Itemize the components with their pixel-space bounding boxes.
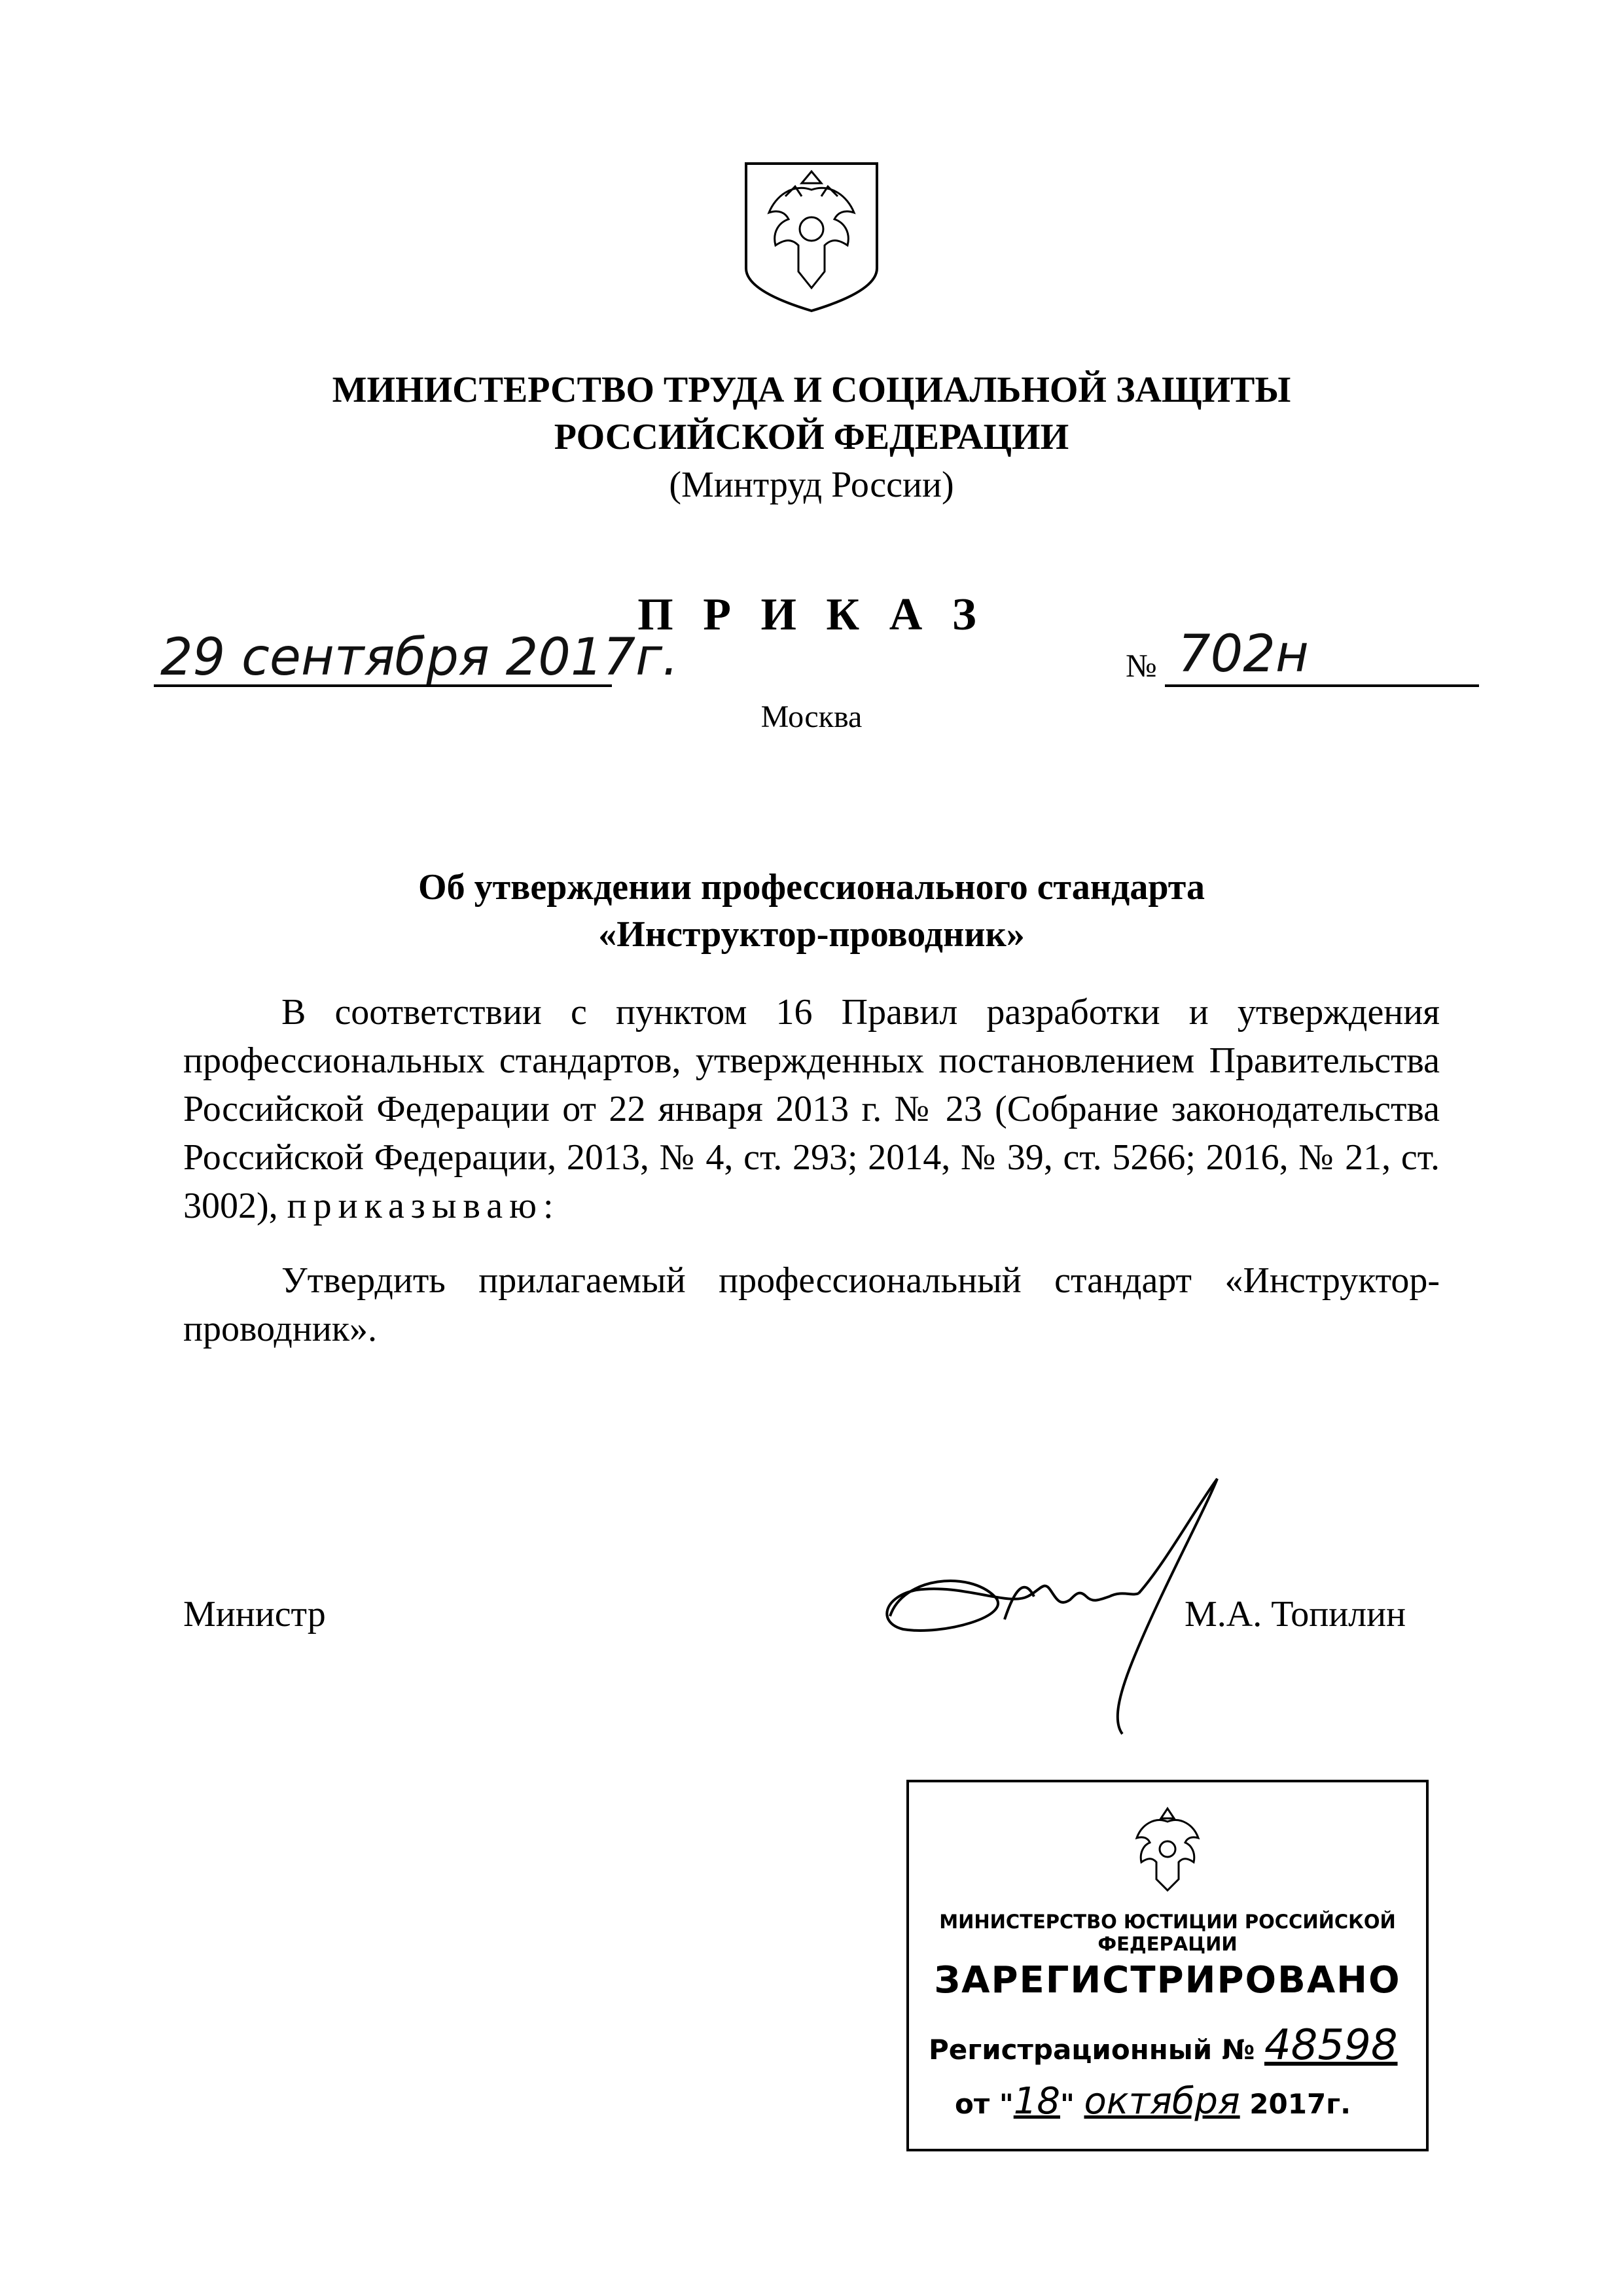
stamp-ministry: МИНИСТЕРСТВО ЮСТИЦИИ РОССИЙСКОЙ ФЕДЕРАЦИИ	[939, 1911, 1396, 1955]
ministry-line-1: МИНИСТЕРСТВО ТРУДА И СОЦИАЛЬНОЙ ЗАЩИТЫ	[332, 370, 1291, 410]
stamp-date-row	[955, 2080, 1413, 2123]
stamp-date-month: октября	[1084, 2080, 1240, 2123]
body-paragraph-2: Утвердить прилагаемый профессиональный стандарт «Инструктор-проводник».	[183, 1260, 1440, 1349]
paragraph-1-text: В соответствии с пунктом 16 Правил разработки и утверждения профессиональных стандартов, утвержденных постановлением Правительства Российской Федерации от 22 января 2013 г. № 23 (Собрание законодательства Российской Федерации, 2013, № 4, ст. 293; 2014, № 39, ст. 5266; 2016, № 21, ст. 3002),	[183, 992, 1440, 1226]
handwritten-signature	[864, 1466, 1230, 1740]
title-line-1: Об утверждении профессионального стандарта	[418, 867, 1205, 908]
ministry-line-2: РОССИЙСКОЙ ФЕДЕРАЦИИ	[554, 417, 1069, 457]
stamp-status: ЗАРЕГИСТРИРОВАНО	[934, 1959, 1401, 2002]
date-underline	[154, 684, 612, 687]
stamp-reg-number: 48598	[1264, 2021, 1398, 2070]
title-line-2: «Инструктор-проводник»	[598, 914, 1025, 955]
order-city: Москва	[760, 699, 863, 734]
signatory-role: Министр	[183, 1594, 326, 1634]
order-date: 29 сентября 2017г.	[160, 628, 679, 687]
document-type: П Р И К А З	[637, 590, 986, 640]
body-paragraph-1	[183, 988, 1440, 1230]
paragraph-1-directive: приказываю:	[287, 1186, 560, 1226]
order-number-label: №	[1126, 647, 1157, 684]
order-number: 702н	[1178, 625, 1309, 684]
ministry-name	[0, 366, 1623, 461]
stamp-reg-label: Регистрационный №	[929, 2034, 1255, 2066]
order-title	[0, 864, 1623, 958]
stamp-date-day: 18	[1013, 2080, 1060, 2123]
ministry-short-name: (Минтруд России)	[669, 465, 954, 505]
registration-stamp	[906, 1780, 1429, 2151]
coat-of-arms-emblem	[1125, 1802, 1210, 1894]
stamp-date-prefix: от "	[955, 2088, 1014, 2120]
signatory-name: М.А. Топилин	[1185, 1594, 1406, 1634]
number-underline	[1165, 684, 1479, 687]
stamp-date-year: 2017г.	[1249, 2088, 1351, 2120]
stamp-reg-row	[929, 2021, 1413, 2070]
stamp-date-quote: "	[1060, 2088, 1075, 2120]
coat-of-arms-emblem	[740, 157, 883, 314]
